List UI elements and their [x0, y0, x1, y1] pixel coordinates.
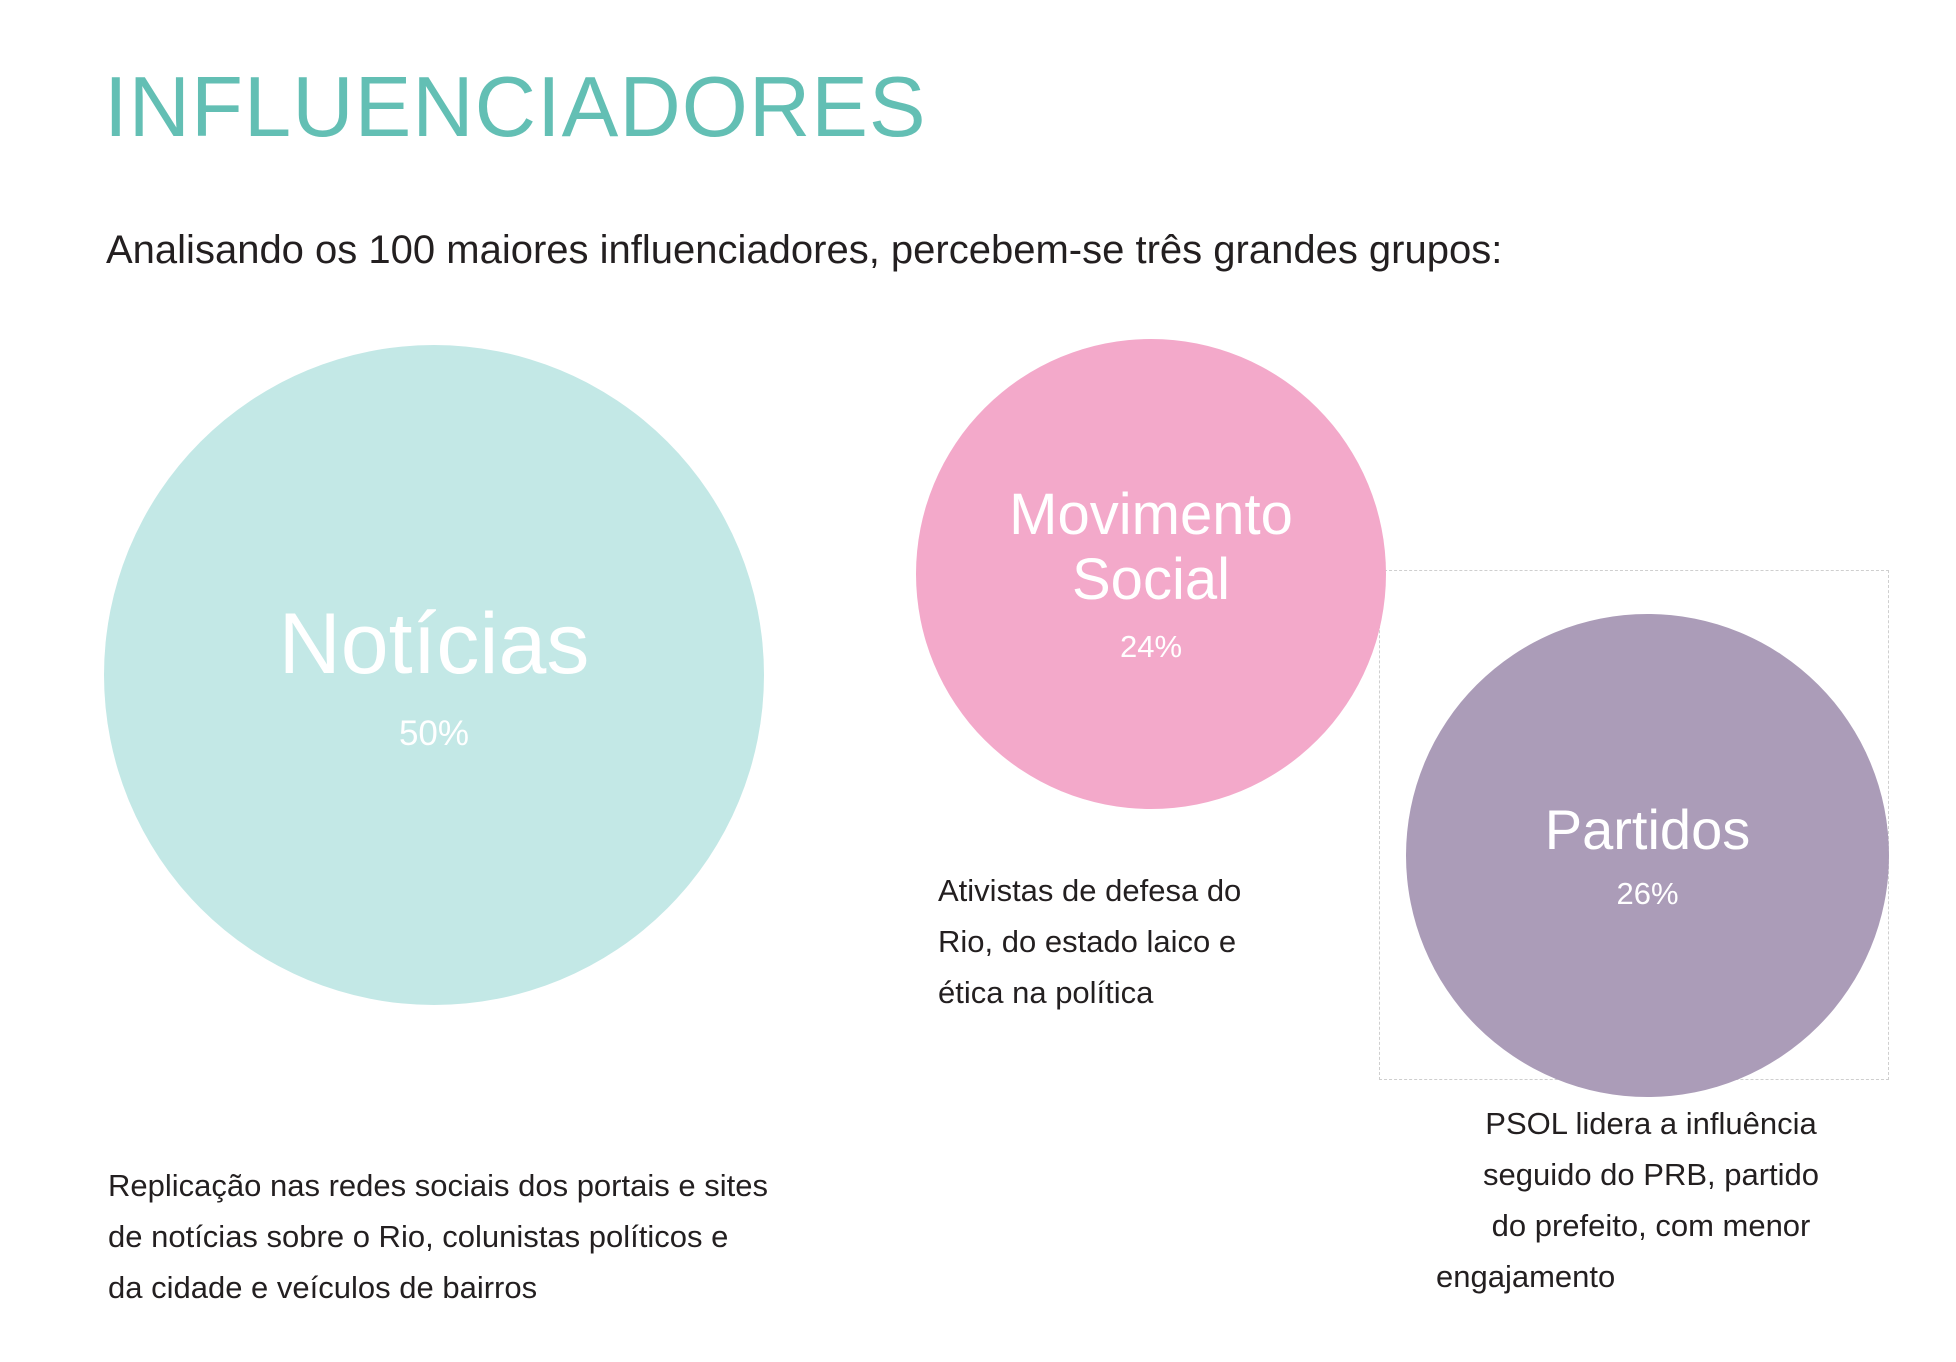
caption-noticias — [108, 1160, 948, 1313]
caption-partidos-line-1: PSOL lidera a influência — [1485, 1106, 1817, 1141]
bubble-partidos-value: 26% — [1616, 875, 1679, 911]
caption-movimento-social-line-1: Ativistas de defesa do — [938, 873, 1242, 908]
caption-noticias-line-1: Replicação nas redes sociais dos portais e sites — [108, 1168, 768, 1203]
bubble-movimento-social-label: Movimento Social — [1009, 482, 1293, 612]
bubble-movimento-social-value: 24% — [1119, 628, 1183, 664]
slide-subtitle: Analisando os 100 maiores influenciadores, percebem-se três grandes grupos: — [106, 228, 1503, 272]
caption-movimento-social — [938, 865, 1338, 1018]
caption-movimento-social-line-3: ética na política — [938, 975, 1154, 1011]
bubble-movimento-social — [916, 339, 1386, 809]
bubble-noticias — [104, 345, 764, 1005]
page-title: INFLUENCIADORES — [104, 59, 927, 155]
bubble-noticias-value: 50% — [398, 714, 470, 754]
caption-partidos — [1436, 1098, 1866, 1303]
caption-partidos-line-2: seguido do PRB, partido — [1482, 1157, 1820, 1193]
caption-partidos-line-4: engajamento — [1436, 1259, 1616, 1295]
caption-noticias-line-2: de notícias sobre o Rio, colunistas políticos e — [108, 1219, 729, 1255]
bubble-partidos — [1406, 614, 1889, 1097]
bubble-noticias-label: Notícias — [278, 595, 590, 692]
caption-noticias-line-3: da cidade e veículos de bairros — [108, 1270, 538, 1306]
bubble-partidos-label: Partidos — [1544, 798, 1751, 862]
caption-movimento-social-line-2: Rio, do estado laico e — [938, 924, 1237, 960]
caption-partidos-line-3: do prefeito, com menor — [1491, 1208, 1811, 1244]
